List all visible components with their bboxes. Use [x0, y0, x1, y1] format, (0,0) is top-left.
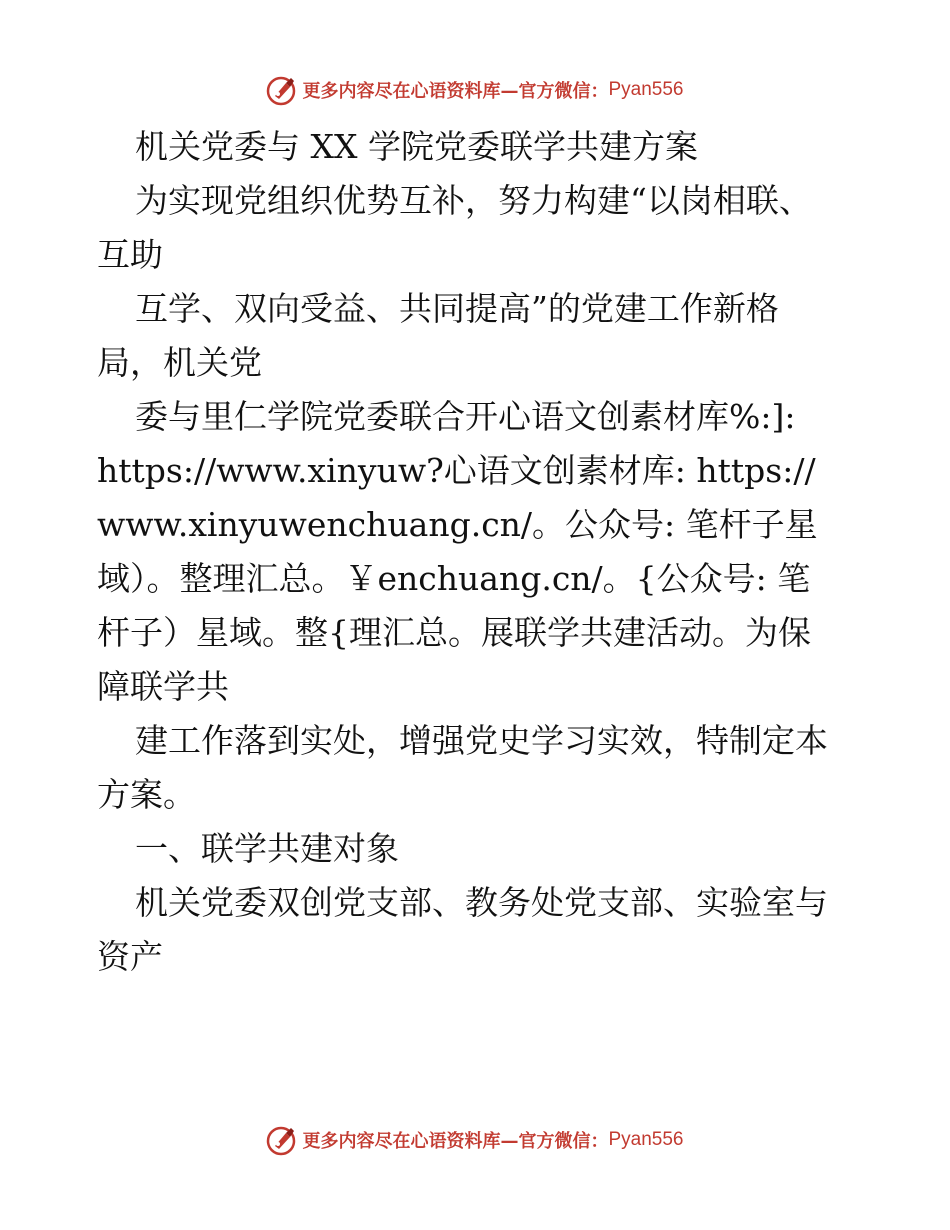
pen-logo-icon: [266, 74, 298, 106]
section-heading: 一、联学共建对象: [135, 829, 399, 868]
paragraph-line: 局，机关党: [97, 343, 262, 382]
header-banner: [0, 72, 950, 108]
paragraph-line: 互助: [97, 235, 163, 274]
paragraph-line: 方案。: [97, 775, 196, 814]
paragraph-line: 互学、双向受益、共同提高”的党建工作新格: [135, 289, 779, 328]
pen-logo-icon: [266, 1124, 298, 1156]
paragraph-line: 建工作落到实处，增强党史学习实效，特制定本: [135, 721, 828, 760]
paragraph-line: 委与里仁学院党委联合开心语文创素材库%:]:: [135, 397, 796, 436]
paragraph-line: 杆子）星域。整{理汇总。展联学共建活动。为保: [97, 613, 811, 652]
paragraph-line: 障联学共: [97, 667, 229, 706]
banner-wechat-id: Pyan556: [608, 79, 684, 100]
banner-text: 更多内容尽在心语资料库—官方微信：: [302, 81, 609, 102]
paragraph-line: 为实现党组织优势互补，努力构建“以岗相联、: [135, 181, 812, 220]
document-body: [97, 120, 857, 984]
document-title: 机关党委与 XX 学院党委联学共建方案: [135, 127, 698, 166]
paragraph-line: www.xinyuwenchuang.cn/。公众号: 笔杆子星: [97, 505, 818, 544]
paragraph-line: https://www.xinyuw?心语文创素材库: https://: [97, 451, 816, 490]
banner-text: 更多内容尽在心语资料库—官方微信：: [302, 1131, 609, 1152]
paragraph-line: 域）。整理汇总。￥enchuang.cn/。{公众号: 笔: [97, 559, 811, 598]
footer-banner: [0, 1122, 950, 1158]
paragraph-line: 资产: [97, 937, 163, 976]
paragraph-line: 机关党委双创党支部、教务处党支部、实验室与: [135, 883, 828, 922]
banner-wechat-id: Pyan556: [608, 1129, 684, 1150]
